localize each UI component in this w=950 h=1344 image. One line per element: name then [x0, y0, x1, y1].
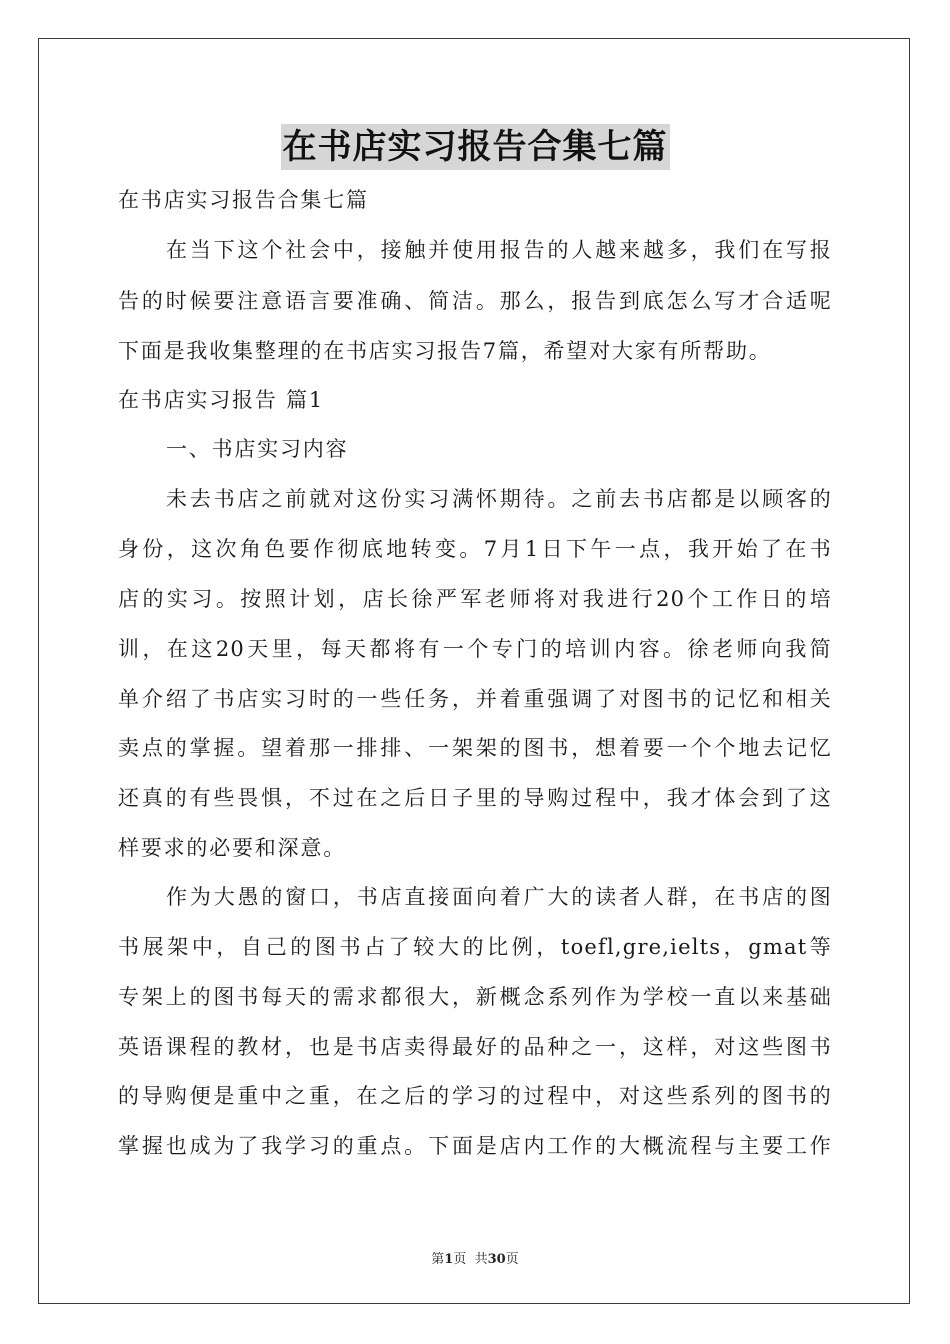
paragraph-line: 书展架中，自己的图书占了较大的比例，toefl,gre,ielts，gmat等 — [118, 935, 832, 959]
title-container — [0, 124, 950, 170]
footer-page-prefix: 第 — [431, 1252, 445, 1267]
document-title: 在书店实习报告合集七篇 — [281, 124, 670, 170]
subsection-heading: 一、书店实习内容 — [166, 437, 349, 461]
paragraph-line: 专架上的图书每天的需求都很大，新概念系列作为学校一直以来基础 — [118, 985, 832, 1009]
paragraph-line: 未去书店之前就对这份实习满怀期待。之前去书店都是以顾客的 — [166, 487, 832, 511]
paragraph-line: 单介绍了书店实习时的一些任务，并着重强调了对图书的记忆和相关 — [118, 687, 832, 711]
paragraph-line: 还真的有些畏惧，不过在之后日子里的导购过程中，我才体会到了这 — [118, 786, 832, 810]
paragraph-line: 训，在这20天里，每天都将有一个专门的培训内容。徐老师向我简 — [118, 637, 832, 661]
footer-page-number: 1 — [444, 1252, 454, 1267]
section-heading: 在书店实习报告 篇1 — [118, 388, 325, 412]
paragraph-line: 作为大愚的窗口，书店直接面向着广大的读者人群，在书店的图 — [166, 885, 832, 909]
page-border — [38, 38, 910, 1304]
paragraph-line: 下面是我收集整理的在书店实习报告7篇，希望对大家有所帮助。 — [118, 339, 772, 363]
footer-page-suffix: 页 — [505, 1252, 519, 1267]
paragraph-line: 身份，这次角色要作彻底地转变。7月1日下午一点，我开始了在书 — [118, 537, 832, 561]
paragraph-line: 告的时候要注意语言要准确、简洁。那么，报告到底怎么写才合适呢 — [118, 289, 832, 313]
paragraph-line: 店的实习。按照计划，店长徐严军老师将对我进行20个工作日的培 — [118, 587, 832, 611]
paragraph-line: 在当下这个社会中，接触并使用报告的人越来越多，我们在写报 — [166, 238, 832, 262]
page-footer — [0, 1248, 950, 1267]
paragraph-line: 掌握也成为了我学习的重点。下面是店内工作的大概流程与主要工作 — [118, 1134, 832, 1158]
paragraph-line: 样要求的必要和深意。 — [118, 836, 346, 860]
subtitle-line: 在书店实习报告合集七篇 — [118, 188, 369, 212]
paragraph-line: 卖点的掌握。望着那一排排、一架架的图书，想着要一个个地去记忆 — [118, 736, 832, 760]
footer-total-pages: 30 — [487, 1252, 506, 1267]
paragraph-line: 的导购便是重中之重，在之后的学习的过程中，对这些系列的图书的 — [118, 1084, 832, 1108]
paragraph-line: 英语课程的教材，也是书店卖得最好的品种之一，这样，对这些图书 — [118, 1035, 832, 1059]
footer-page-mid: 页 共 — [453, 1252, 488, 1267]
